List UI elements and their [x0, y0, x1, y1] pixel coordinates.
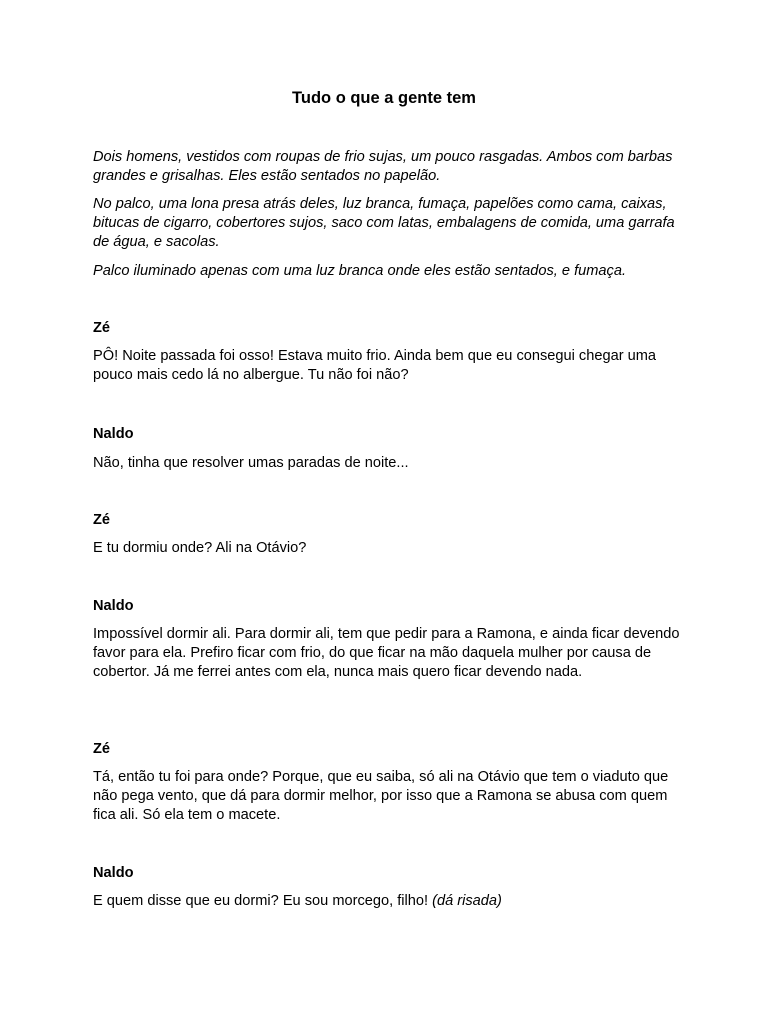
stage-direction-lighting: Palco iluminado apenas com uma luz branca onde eles estão sentados, e fumaça. [93, 263, 626, 279]
speaker-name: Naldo [93, 865, 134, 881]
dialogue-line [93, 892, 693, 911]
speaker-name: Zé [93, 512, 111, 528]
speaker-name: Zé [93, 741, 111, 757]
dialogue-line: PÔ! Noite passada foi osso! Estava muito frio. Ainda bem que eu consegui chegar uma pouco mais cedo lá no albergue. Tu não foi não? [93, 348, 656, 383]
stage-direction-set: No palco, uma lona presa atrás deles, luz branca, fumaça, papelões como cama, caixas, bitucas de cigarro, cobertores sujos, saco com latas, embalagens de comida, uma garrafa de água, e sacolas. [93, 196, 675, 250]
speaker-name: Zé [93, 320, 111, 336]
page-title: Tudo o que a gente tem [292, 89, 476, 107]
stage-direction-characters: Dois homens, vestidos com roupas de frio sujas, um pouco rasgadas. Ambos com barbas grandes e grisalhas. Eles estão sentados no papelão. [93, 149, 673, 184]
speaker-name: Naldo [93, 426, 134, 442]
dialogue-line: Impossível dormir ali. Para dormir ali, tem que pedir para a Ramona, e ainda ficar devendo favor para ela. Prefiro ficar com frio, do que ficar na mão daquela mulher por causa de cobertor. Já me ferrei antes com ela, nunca mais quero ficar devendo nada. [93, 626, 680, 680]
dialogue-line: E tu dormiu onde? Ali na Otávio? [93, 540, 307, 556]
speaker-name: Naldo [93, 598, 134, 614]
dialogue-text: E quem disse que eu dormi? Eu sou morcego, filho! [93, 893, 433, 909]
dialogue-line: Tá, então tu foi para onde? Porque, que eu saiba, só ali na Otávio que tem o viaduto que não pega vento, que dá para dormir melhor, por isso que a Ramona se abusa com quem fica ali. Só ela tem o macete. [93, 769, 669, 823]
dialogue-line: Não, tinha que resolver umas paradas de noite... [93, 455, 409, 471]
stage-direction-inline: (dá risada) [432, 893, 502, 909]
